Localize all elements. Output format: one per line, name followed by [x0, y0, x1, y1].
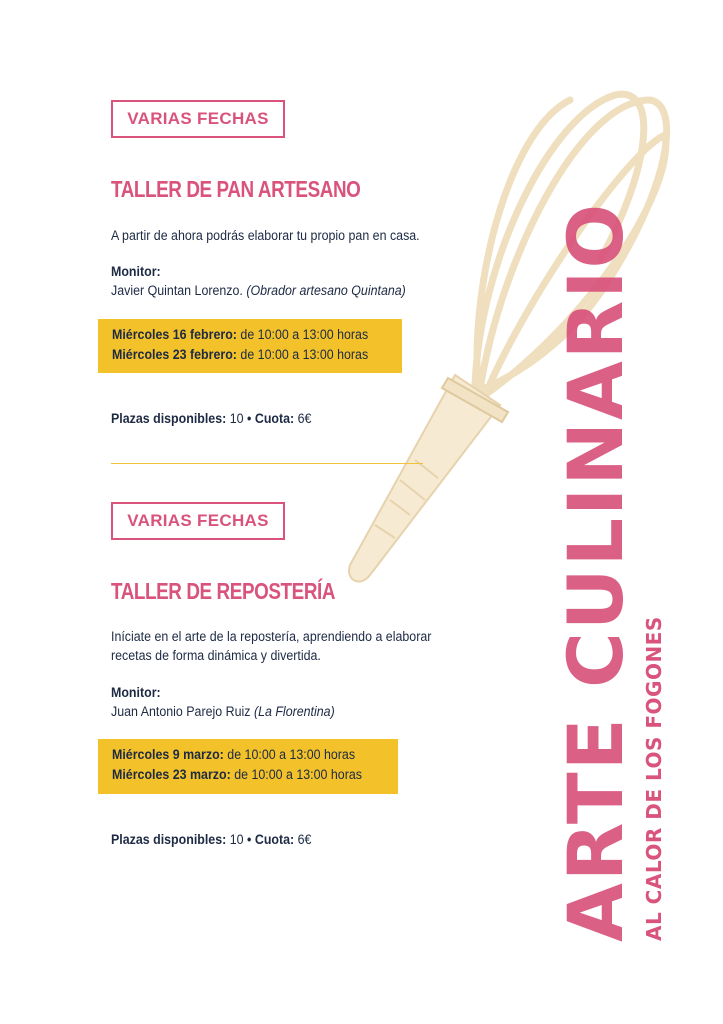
cuota-label: Cuota: [254, 832, 295, 847]
monitor-organization: (Obrador artesano Quintana) [246, 283, 406, 298]
monitor-organization: (La Florentina) [253, 704, 335, 719]
date-time: de 10:00 a 13:00 horas [240, 327, 369, 342]
date-line [112, 745, 375, 765]
monitor-label: Monitor: [111, 264, 161, 279]
date-day: Miércoles 16 febrero: [112, 327, 237, 342]
plazas-label: Plazas disponibles: [111, 832, 227, 847]
dates-badge: VARIAS FECHAS [111, 502, 285, 540]
separator-bullet: • [247, 411, 252, 426]
date-line [112, 765, 375, 785]
event-title: TALLER DE PAN ARTESANO [111, 176, 361, 202]
monitor-person: Juan Antonio Parejo Ruiz [111, 704, 251, 719]
event-title: TALLER DE REPOSTERÍA [111, 578, 336, 604]
separator-bullet: • [247, 832, 252, 847]
date-day: Miércoles 23 marzo: [112, 767, 231, 782]
dates-highlight [98, 739, 398, 794]
brand-subtitle: AL CALOR DE LOS FOGONES [642, 616, 666, 941]
date-day: Miércoles 23 febrero: [112, 347, 237, 362]
date-time: de 10:00 a 13:00 horas [240, 347, 369, 362]
date-line [112, 345, 379, 365]
dates-badge: VARIAS FECHAS [111, 100, 285, 138]
cuota-label: Cuota: [254, 411, 295, 426]
date-line [112, 325, 379, 345]
cuota-value: 6€ [297, 411, 312, 426]
plazas-value: 10 [229, 832, 244, 847]
date-time: de 10:00 a 13:00 horas [234, 767, 362, 782]
section-divider [111, 463, 423, 464]
monitor-name [111, 704, 335, 719]
monitor-label: Monitor: [111, 685, 161, 700]
date-day: Miércoles 9 marzo: [112, 747, 224, 762]
date-time: de 10:00 a 13:00 horas [227, 747, 356, 762]
monitor-person: Javier Quintan Lorenzo. [111, 283, 243, 298]
dates-highlight [98, 319, 402, 373]
plazas-info [111, 832, 311, 847]
plazas-label: Plazas disponibles: [111, 411, 227, 426]
brand-title: ARTE CULINARIO [551, 201, 640, 942]
cuota-value: 6€ [297, 832, 312, 847]
event-description: A partir de ahora podrás elaborar tu propio pan en casa. [111, 228, 420, 243]
monitor-name [111, 283, 406, 298]
event-description: Iníciate en el arte de la repostería, aprendiendo a elaborar recetas de forma dinámica y divertida. [111, 629, 432, 663]
plazas-info [111, 411, 311, 426]
plazas-value: 10 [229, 411, 244, 426]
